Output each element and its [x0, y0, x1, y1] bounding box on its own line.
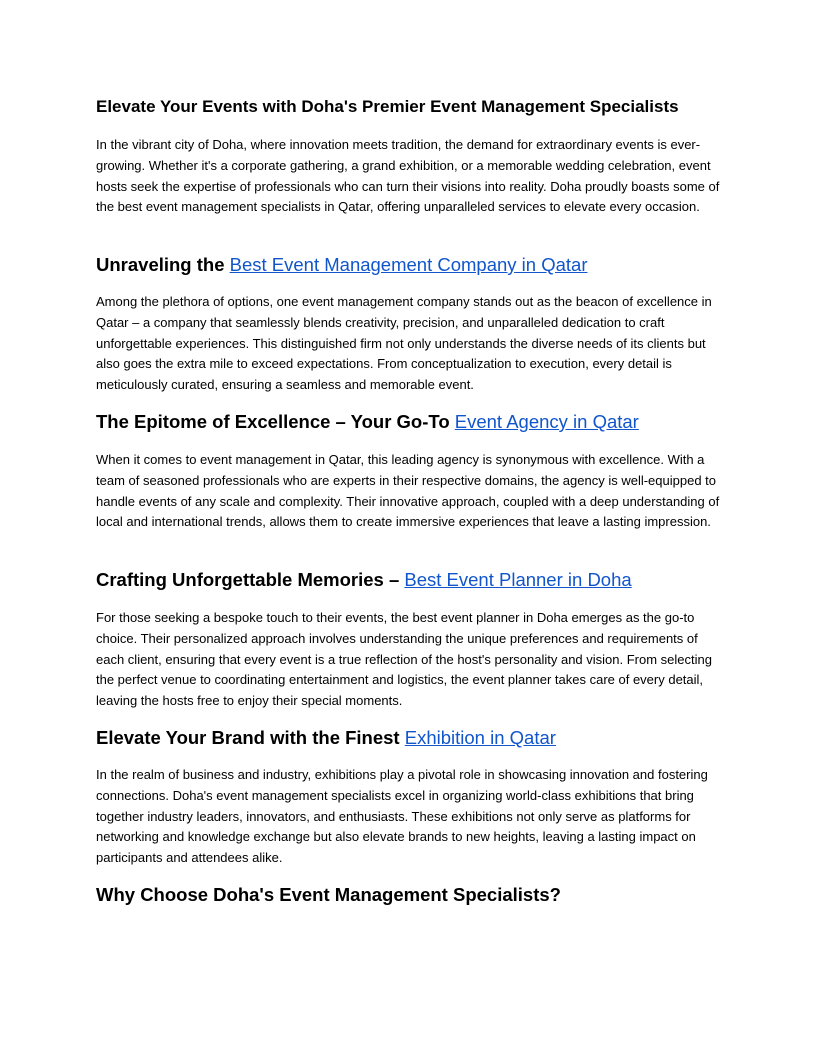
section-heading-text: The Epitome of Excellence – Your Go-To [96, 411, 455, 432]
section-body-exhibition: In the realm of business and industry, exhibitions play a pivotal role in showcasing innovation and fostering connections. Doha's event management specialists excel in organizing world-class exhibitions that bring together industry leaders, innovators, and enthusiasts. These exhibitions not only serve as platforms for networking and knowledge exchange but also elevate brands to new heights, leaving a lasting impact on participants and attendees alike. [96, 767, 708, 866]
section-heading-exhibition [96, 726, 720, 750]
section-body-event-planner: For those seeking a bespoke touch to their events, the best event planner in Doha emerges as the go-to choice. Their personalized approach involves understanding the unique preferences and requirements of each client, ensuring that every event is a true reflection of the host's personality and vision. From selecting the perfect venue to coordinating entertainment and logistics, the event planner takes care of every detail, leaving the hosts free to enjoy their special moments. [96, 610, 712, 709]
link-best-event-management-company[interactable]: Best Event Management Company in Qatar [229, 254, 588, 275]
section-heading-text: Elevate Your Brand with the Finest [96, 727, 405, 748]
link-event-agency[interactable]: Event Agency in Qatar [454, 411, 639, 432]
section-heading-event-planner [96, 568, 720, 592]
section-heading-text: Crafting Unforgettable Memories – [96, 569, 405, 590]
document-title: Elevate Your Events with Doha's Premier Event Management Specialists [96, 97, 679, 116]
section-body-event-agency: When it comes to event management in Qatar, this leading agency is synonymous with excellence. With a team of seasoned professionals who are experts in their respective domains, the agency is well-equipped to handle events of any scale and complexity. Their innovative approach, coupled with a deep understanding of local and international trends, allows them to create immersive experiences that leave a lasting impression. [96, 452, 720, 530]
section-heading-event-agency [96, 410, 720, 434]
intro-paragraph: In the vibrant city of Doha, where innovation meets tradition, the demand for extraordinary events is ever-growing. Whether it's a corporate gathering, a grand exhibition, or a memorable wedding celebration, event hosts seek the expertise of professionals who can turn their visions into reality. Doha proudly boasts some of the best event management specialists in Qatar, offering unparalleled services to elevate every occasion. [96, 137, 720, 215]
section-heading-text: Unraveling the [96, 254, 230, 275]
section-heading-event-management-company [96, 253, 720, 277]
closing-heading: Why Choose Doha's Event Management Specialists? [96, 884, 561, 905]
section-body-event-management-company: Among the plethora of options, one event management company stands out as the beacon of excellence in Qatar – a company that seamlessly blends creativity, precision, and unparalleled dedication to craft unforgettable experiences. This distinguished firm not only understands the diverse needs of its clients but also goes the extra mile to exceed expectations. From conceptualization to execution, every detail is meticulously curated, ensuring a seamless and memorable event. [96, 294, 712, 393]
link-best-event-planner[interactable]: Best Event Planner in Doha [404, 569, 632, 590]
link-exhibition[interactable]: Exhibition in Qatar [404, 727, 556, 748]
